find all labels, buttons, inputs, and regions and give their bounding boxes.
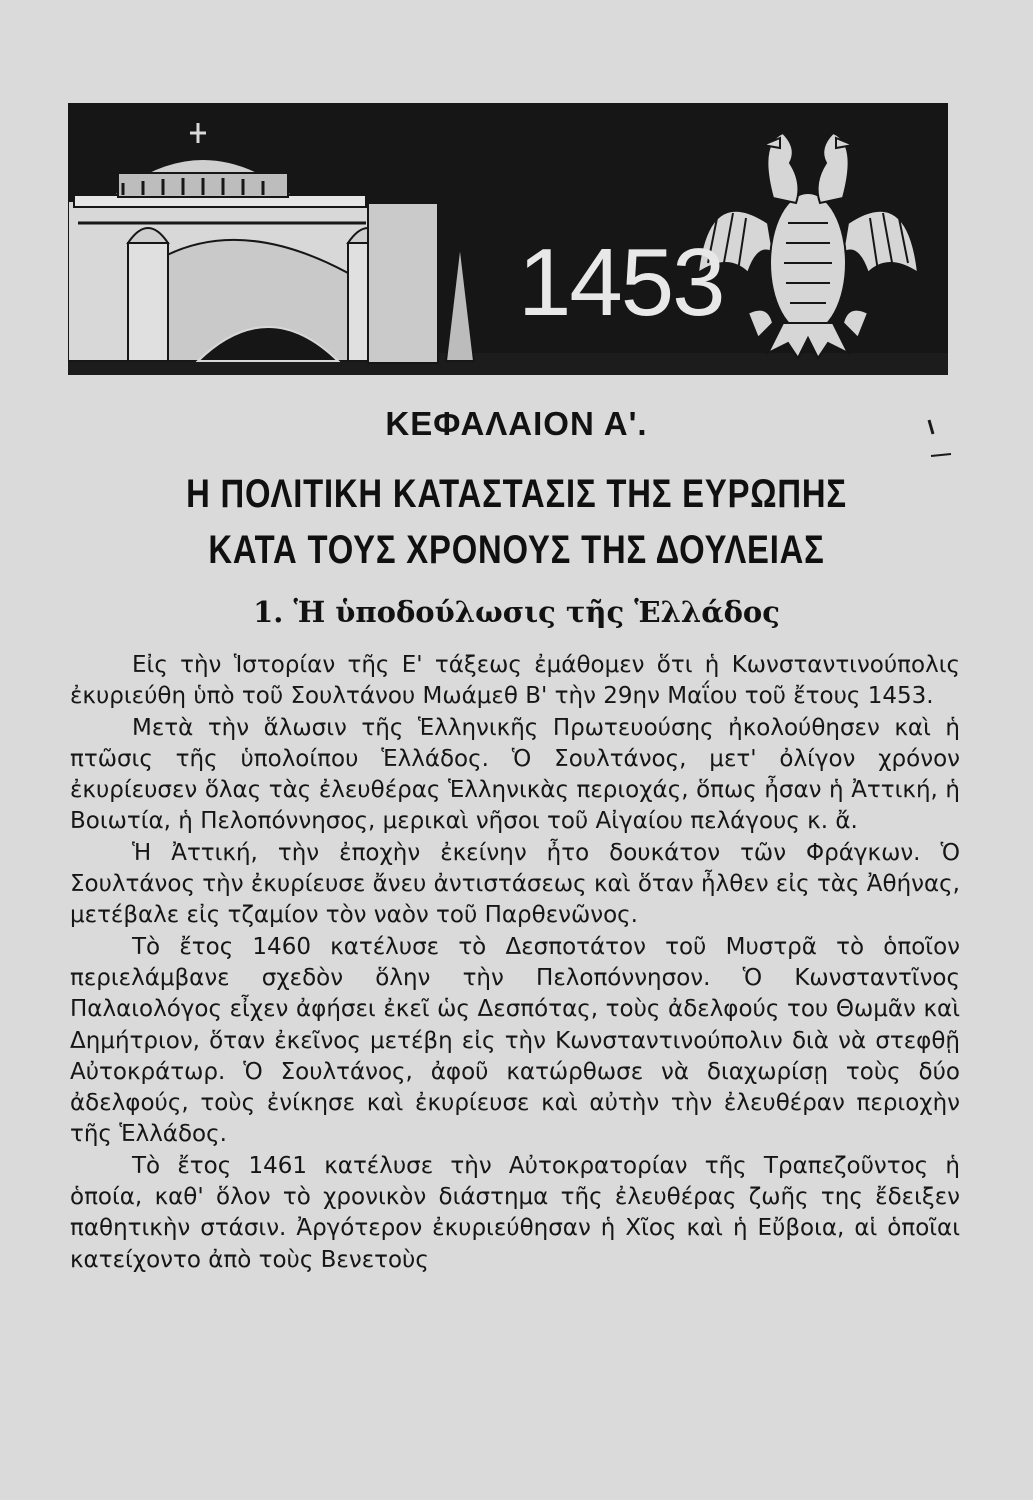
chapter-title-line-2: ΚΑΤΑ ΤΟΥΣ ΧΡΟΝΟΥΣ ΤΗΣ ΔΟΥΛΕΙΑΣ xyxy=(208,528,825,572)
paragraph: Τὸ ἔτος 1461 κατέλυσε τὴν Αὐτοκρατορίαν τῆς Τραπεζοῦντος ἡ ὁποία, καθ' ὅλον τὸ χρονικὸν διάστημα τῆς ἐλευθέρας ζωῆς της ἔδειξεν παθητικὴν στάσιν. Ἀργότερον ἐκυριεύθησαν ἡ Χῖος καὶ ἡ Εὔβοια, αἱ ὁποῖαι κατείχοντο ἀπὸ τοὺς Βενετοὺς xyxy=(70,1152,960,1273)
print-speck xyxy=(925,418,955,458)
banner-artwork xyxy=(68,103,948,375)
paragraph: Τὸ ἔτος 1460 κατέλυσε τὸ Δεσποτάτον τοῦ Μυστρᾶ τὸ ὁποῖον περιελάμβανε σχεδὸν ὅλην τὴν Πελοπόννησον. Ὁ Κωνσταντῖνος Παλαιολόγος εἶχεν ἀφήσει ἐκεῖ ὡς Δεσπότας, τοὺς ἀδελφούς του Θωμᾶν καὶ Δημήτριον, ὅταν ἐκεῖνος μετέβη εἰς τὴν Κωνσταντινούπολιν διὰ νὰ στεφθῇ Αὐτοκράτωρ. Ὁ Σουλτάνος, ἀφοῦ κατώρθωσε νὰ διαχωρίσῃ τοὺς δύο ἀδελφούς, τοὺς ἐνίκησε καὶ ἐκυρίευσε καὶ αὐτὴν τὴν ἐλευθέραν περιοχὴν τῆς Ἑλλάδος. xyxy=(70,933,960,1148)
header-banner xyxy=(68,103,948,375)
banner-year: 1453 xyxy=(518,229,724,336)
church-illustration xyxy=(68,123,474,363)
paragraph: Μετὰ τὴν ἅλωσιν τῆς Ἑλληνικῆς Πρωτευούσης ἠκολούθησεν καὶ ἡ πτῶσις τῆς ὑπολοίπου Ἑλλάδος. Ὁ Σουλτάνος, μετ' ὀλίγον χρόνον ἐκυρίευσεν ὅλας τὰς ἐλευθέρας Ἑλληνικὰς περιοχάς, ὅπως ἦσαν ἡ Ἀττική, ἡ Βοιωτία, ἡ Πελοπόννησος, μερικαὶ νῆσοι τοῦ Αἰγαίου πελάγους κ. ἄ. xyxy=(70,714,960,835)
section-heading: 1. Ἡ ὑποδούλωσις τῆς Ἑλλάδος xyxy=(253,595,780,629)
chapter-title-line-1: Η ΠΟΛΙΤΙΚΗ ΚΑΤΑΣΤΑΣΙΣ ΤΗΣ ΕΥΡΩΠΗΣ xyxy=(186,472,847,516)
paragraph: Εἰς τὴν Ἱστορίαν τῆς Ε' τάξεως ἐμάθομεν ὅτι ἡ Κωνσταντινούπολις ἐκυριεύθη ὑπὸ τοῦ Σουλτάνου Μωάμεθ Β' τὴν 29ην Μαΐου τοῦ ἔτους 1453. xyxy=(70,652,960,710)
body-text xyxy=(70,650,960,1276)
paragraph: Ἡ Ἀττική, τὴν ἐποχὴν ἐκείνην ἦτο δουκάτον τῶν Φράγκων. Ὁ Σουλτάνος τὴν ἐκυρίευσε ἄνευ ἀντιστάσεως καὶ ὅταν ἦλθεν εἰς τὰς Ἀθήνας, μετέβαλε εἰς τζαμίον τὸν ναὸν τοῦ Παρθενῶνος. xyxy=(70,839,960,929)
double-headed-eagle-emblem xyxy=(698,133,918,358)
chapter-heading: ΚΕΦΑΛΑΙΟΝ Α'. xyxy=(385,405,648,442)
